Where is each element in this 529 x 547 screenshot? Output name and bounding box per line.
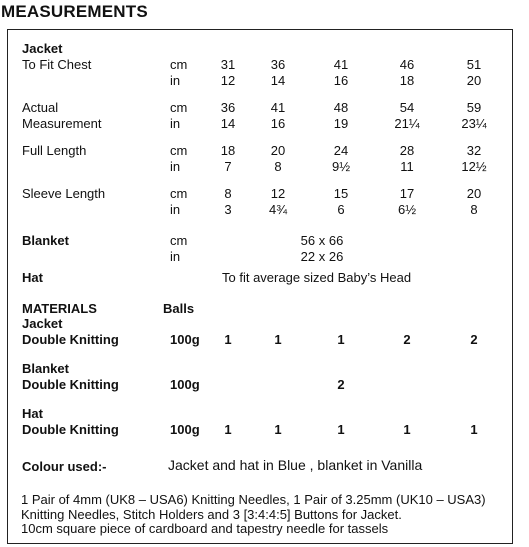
cm-value: 20	[270, 143, 286, 158]
size-row-label: Sleeve Length	[22, 186, 106, 201]
in-value: 12½	[461, 159, 487, 174]
in-value: 23¼	[461, 116, 487, 131]
cm-value: 20	[466, 186, 482, 201]
in-value: 11	[400, 159, 414, 174]
blanket-title: Blanket	[22, 233, 69, 248]
cm-value: 48	[333, 100, 349, 115]
unit-in: in	[170, 116, 181, 131]
in-value: 20	[466, 73, 482, 88]
notes-line: Knitting Needles, Stitch Holders and 3 [3:4:4:5] Buttons for Jacket.	[21, 507, 402, 522]
in-value: 8	[274, 159, 282, 174]
material-yarn: Double Knitting	[22, 377, 119, 392]
cm-value: 15	[333, 186, 349, 201]
material-yarn: Double Knitting	[22, 422, 119, 437]
in-value: 16	[270, 116, 286, 131]
cm-value: 24	[333, 143, 349, 158]
ball-count: 1	[470, 422, 478, 437]
in-value: 9½	[331, 159, 351, 174]
cm-value: 36	[270, 57, 286, 72]
in-value: 6½	[397, 202, 417, 217]
blanket-size-cm: 56 x 66	[300, 233, 344, 248]
unit-cm: cm	[170, 143, 188, 158]
jacket-title: Jacket	[22, 41, 63, 56]
notes-line: 1 Pair of 4mm (UK8 – USA6) Knitting Needles, 1 Pair of 3.25mm (UK10 – USA3)	[21, 492, 486, 507]
materials-title: MATERIALS	[22, 301, 97, 316]
cm-value: 36	[220, 100, 236, 115]
unit-in: in	[170, 73, 181, 88]
unit-in: in	[170, 249, 181, 264]
unit-cm: cm	[170, 100, 188, 115]
hat-size: To fit average sized Baby’s Head	[222, 270, 412, 285]
in-value: 4¾	[268, 202, 288, 217]
unit-cm: cm	[170, 186, 188, 201]
cm-value: 18	[220, 143, 236, 158]
unit-in: in	[170, 159, 181, 174]
unit-cm: cm	[170, 57, 188, 72]
in-value: 21¼	[394, 116, 420, 131]
ball-count: 1	[224, 332, 232, 347]
balls-header: Balls	[163, 301, 195, 316]
material-weight: 100g	[170, 422, 200, 437]
in-value: 18	[399, 73, 415, 88]
ball-count: 1	[337, 332, 345, 347]
hat-title: Hat	[22, 270, 43, 285]
colour-label: Colour used:-	[22, 459, 107, 474]
ball-count: 1	[224, 422, 232, 437]
ball-count: 2	[403, 332, 411, 347]
material-weight: 100g	[170, 332, 200, 347]
ball-count: 1	[274, 422, 282, 437]
size-row-label: Full Length	[22, 143, 87, 158]
material-name: Jacket	[22, 316, 63, 331]
cm-value: 41	[270, 100, 286, 115]
ball-count: 1	[403, 422, 411, 437]
size-row-label: Actual	[22, 100, 59, 115]
ball-count: 1	[337, 422, 345, 437]
cm-value: 17	[399, 186, 415, 201]
cm-value: 54	[399, 100, 415, 115]
in-value: 14	[270, 73, 286, 88]
notes-line: 10cm square piece of cardboard and tapestry needle for tassels	[21, 521, 389, 536]
cm-value: 12	[270, 186, 286, 201]
ball-count: 2	[470, 332, 478, 347]
cm-value: 32	[466, 143, 482, 158]
in-value: 6	[337, 202, 345, 217]
in-value: 19	[333, 116, 349, 131]
in-value: 3	[224, 202, 232, 217]
page-heading: MEASUREMENTS	[1, 2, 148, 21]
in-value: 12	[220, 73, 236, 88]
cm-value: 28	[399, 143, 415, 158]
material-yarn: Double Knitting	[22, 332, 119, 347]
ball-count: 2	[337, 377, 345, 392]
cm-value: 51	[466, 57, 482, 72]
cm-value: 41	[333, 57, 349, 72]
in-value: 7	[224, 159, 232, 174]
ball-count: 1	[274, 332, 282, 347]
material-name: Blanket	[22, 361, 69, 376]
material-weight: 100g	[170, 377, 200, 392]
in-value: 8	[470, 202, 478, 217]
cm-value: 31	[220, 57, 236, 72]
unit-cm: cm	[170, 233, 188, 248]
cm-value: 46	[399, 57, 415, 72]
size-row-label: To Fit Chest	[22, 57, 92, 72]
unit-in: in	[170, 202, 181, 217]
material-name: Hat	[22, 406, 43, 421]
in-value: 16	[333, 73, 349, 88]
colour-value: Jacket and hat in Blue , blanket in Vanilla	[168, 457, 423, 473]
size-row-label-2: Measurement	[22, 116, 102, 131]
in-value: 14	[220, 116, 236, 131]
blanket-size-in: 22 x 26	[300, 249, 344, 264]
cm-value: 59	[466, 100, 482, 115]
cm-value: 8	[224, 186, 232, 201]
